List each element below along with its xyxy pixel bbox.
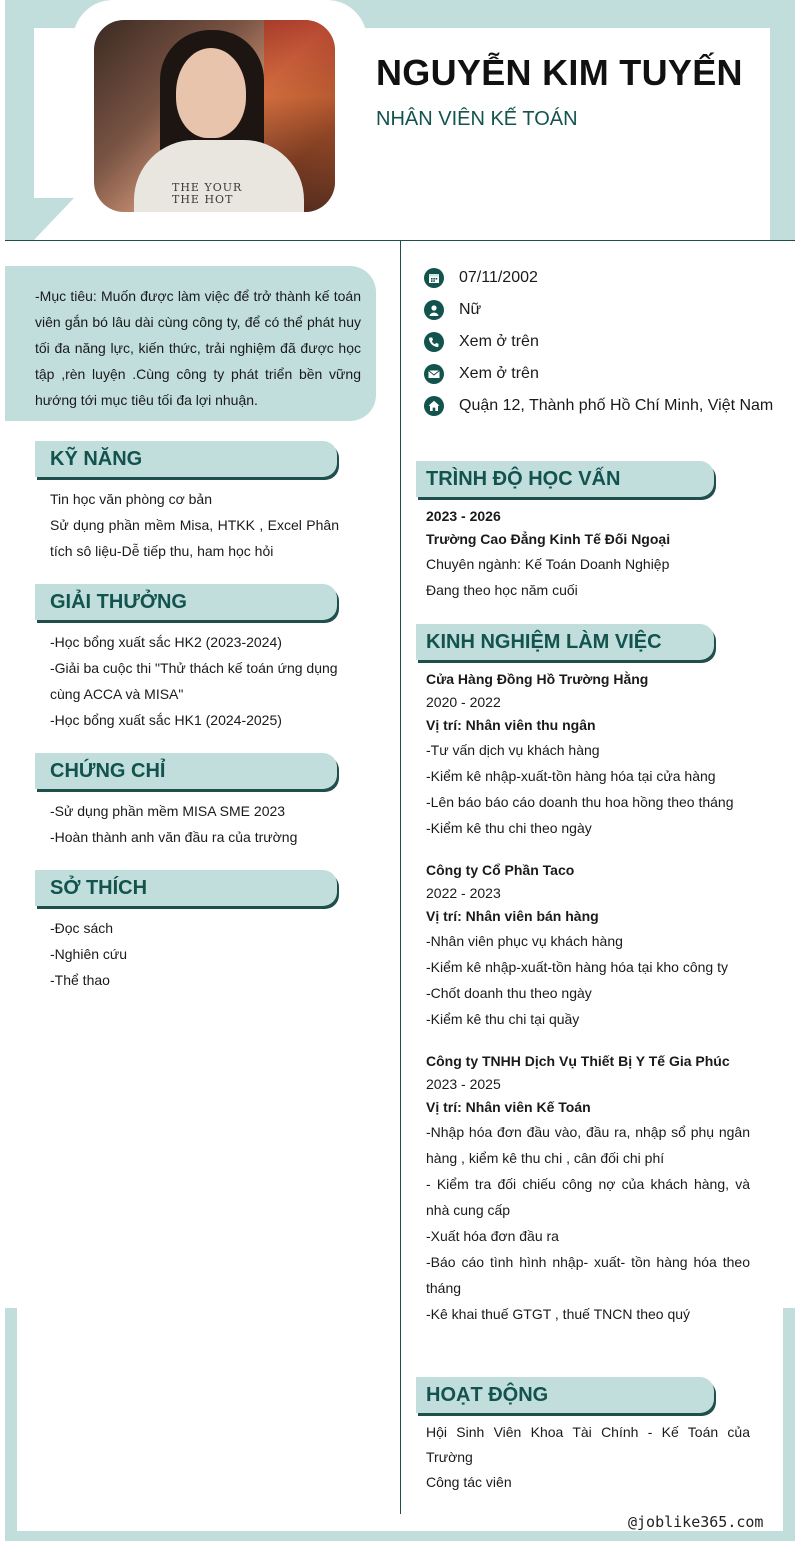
gender-text: Nữ <box>459 301 482 318</box>
profile-photo <box>94 20 335 212</box>
experience-job-2 <box>426 859 750 1032</box>
section-experience-title: KINH NGHIỆM LÀM VIỆC <box>416 624 714 660</box>
awards-list <box>50 629 339 733</box>
job-company: Cửa Hàng Đồng Hồ Trường Hằng <box>426 671 649 687</box>
section-activities-title: HOẠT ĐỘNG <box>416 1377 714 1413</box>
job-duty: -Xuất hóa đơn đầu ra <box>426 1228 559 1244</box>
job-period: 2023 - 2025 <box>426 1076 501 1092</box>
list-item: -Giải ba cuộc thi "Thử thách kế toán ứng dụng cùng ACCA và MISA" <box>50 660 338 702</box>
education-details <box>426 505 750 603</box>
job-position: Vị trí: Nhân viên thu ngân <box>426 717 596 733</box>
section-awards-title: GIẢI THƯỞNG <box>35 584 337 620</box>
home-icon <box>424 396 444 416</box>
list-item: Tin học văn phòng cơ bản <box>50 491 212 507</box>
job-duty: -Báo cáo tình hình nhập- xuất- tồn hàng hóa theo tháng <box>426 1254 750 1296</box>
list-item: -Học bổng xuất sắc HK1 (2024-2025) <box>50 712 282 728</box>
certificates-list <box>50 798 339 850</box>
education-school: Trường Cao Đẳng Kinh Tế Đối Ngoại <box>426 531 671 547</box>
job-duty: -Nhân viên phục vụ khách hàng <box>426 933 623 949</box>
footer-frame-right <box>783 1308 795 1541</box>
job-duty: -Kiểm kê nhập-xuất-tồn hàng hóa tại kho công ty <box>426 959 728 975</box>
list-item: Sử dụng phần mềm Misa, HTKK , Excel Phân tích sô liệu-Dễ tiếp thu, ham học hỏi <box>50 517 339 559</box>
job-duty: -Lên báo báo cáo doanh thu hoa hồng theo tháng <box>426 794 734 810</box>
list-item: -Hoàn thành anh văn đầu ra của trường <box>50 829 298 845</box>
footer-frame-bottom <box>5 1531 795 1541</box>
job-company: Công ty Cổ Phần Taco <box>426 862 575 878</box>
job-duty: -Chốt doanh thu theo ngày <box>426 985 592 1001</box>
job-title: NHÂN VIÊN KẾ TOÁN <box>376 108 578 130</box>
footer-frame-left <box>5 1308 17 1541</box>
section-hobbies-title: SỞ THÍCH <box>35 870 337 906</box>
education-note: Đang theo học năm cuối <box>426 582 578 598</box>
email-icon <box>424 364 444 384</box>
list-item: -Học bổng xuất sắc HK2 (2023-2024) <box>50 634 282 650</box>
skills-list <box>50 486 339 564</box>
activities-list <box>426 1420 750 1495</box>
phone-icon <box>424 332 444 352</box>
education-major: Chuyên ngành: Kế Toán Doanh Nghiệp <box>426 556 670 572</box>
birthday-text: 07/11/2002 <box>459 269 538 286</box>
job-position: Vị trí: Nhân viên Kế Toán <box>426 1099 591 1115</box>
job-duty: -Tư vấn dịch vụ khách hàng <box>426 742 600 758</box>
job-duty: - Kiểm tra đối chiếu công nợ của khách hàng, và nhà cung cấp <box>426 1176 750 1218</box>
job-position: Vị trí: Nhân viên bán hàng <box>426 908 599 924</box>
calendar-icon <box>424 268 444 288</box>
job-company: Công ty TNHH Dịch Vụ Thiết Bị Y Tế Gia Phúc <box>426 1053 730 1069</box>
phone-text: Xem ở trên <box>459 333 539 350</box>
career-objective: -Mục tiêu: Muốn được làm việc để trở thành kế toán viên gắn bó lâu dài cùng công ty, để có thể phát huy tối đa năng lực, kiến thức, trải nghiệm đã được học tập ,rèn luyện .Cùng công ty phát triển bền vững hướng tới mục tiêu tối đa lợi nhuận. <box>5 266 376 421</box>
job-duty: -Kê khai thuế GTGT , thuế TNCN theo quý <box>426 1306 691 1322</box>
job-duty: -Nhập hóa đơn đầu vào, đầu ra, nhập sổ phụ ngân hàng , kiểm kê thu chi , cân đối chi phí <box>426 1124 750 1166</box>
list-item: -Sử dụng phần mềm MISA SME 2023 <box>50 803 286 819</box>
address-text: Quận 12, Thành phố Hồ Chí Minh, Việt Nam <box>459 397 774 414</box>
job-period: 2022 - 2023 <box>426 885 501 901</box>
experience-job-3 <box>426 1050 750 1327</box>
shirt-print: THE YOUR THE HOT <box>172 181 243 206</box>
education-period: 2023 - 2026 <box>426 508 501 524</box>
job-duty: -Kiểm kê thu chi theo ngày <box>426 820 592 836</box>
list-item: Hội Sinh Viên Khoa Tài Chính - Kế Toán của Trường <box>426 1424 750 1465</box>
section-education-title: TRÌNH ĐỘ HỌC VẤN <box>416 461 714 497</box>
candidate-name: NGUYỄN KIM TUYẾN <box>376 52 743 93</box>
job-duty: -Kiểm kê nhập-xuất-tồn hàng hóa tại cửa hàng <box>426 768 716 784</box>
section-skills-title: KỸ NĂNG <box>35 441 337 477</box>
list-item: -Nghiên cứu <box>50 946 128 962</box>
email-text: Xem ở trên <box>459 365 539 382</box>
job-duty: -Kiểm kê thu chi tại quầy <box>426 1011 580 1027</box>
section-certificates-title: CHỨNG CHỈ <box>35 753 337 789</box>
experience-job-1 <box>426 668 750 841</box>
person-icon <box>424 300 444 320</box>
column-divider <box>400 241 401 1514</box>
list-item: -Đọc sách <box>50 920 114 936</box>
job-period: 2020 - 2022 <box>426 694 501 710</box>
list-item: Công tác viên <box>426 1474 512 1490</box>
watermark: @joblike365.com <box>628 1513 764 1531</box>
hobbies-list <box>50 915 339 993</box>
list-item: -Thể thao <box>50 972 110 988</box>
